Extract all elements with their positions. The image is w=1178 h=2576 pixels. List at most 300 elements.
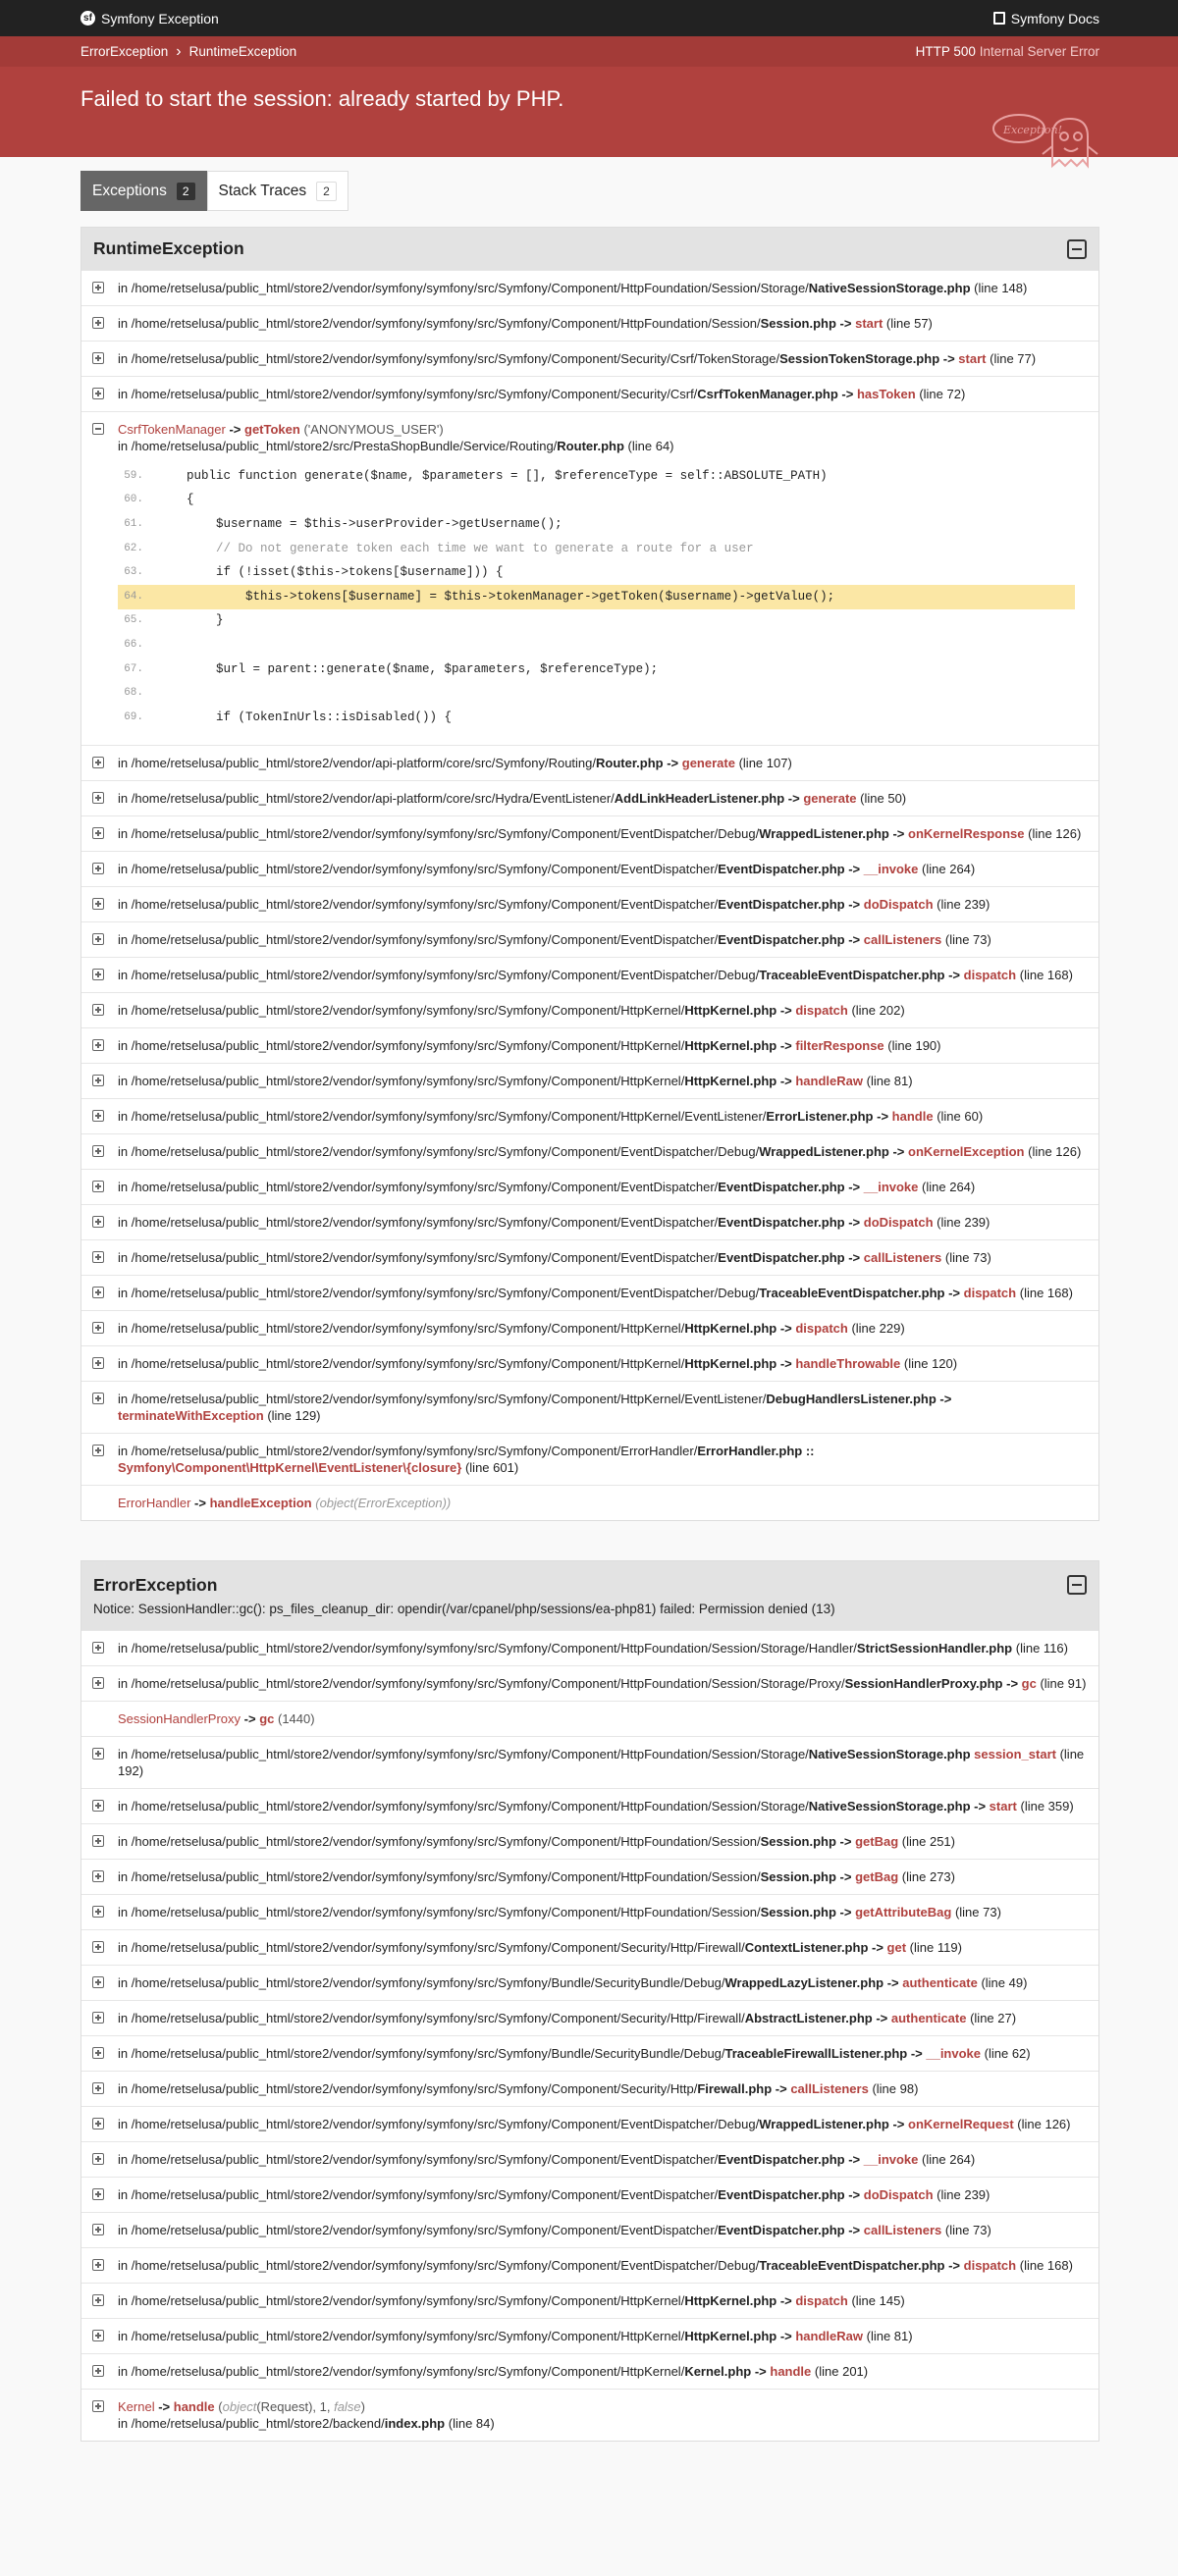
expand-icon[interactable] <box>92 1677 104 1689</box>
trace-path: in /home/retselusa/public_html/store2/vendor/symfony/symfony/src/Symfony/Component/EventDispatcher/ <box>118 2151 719 2167</box>
trace-line: (line 168) <box>1019 2257 1073 2273</box>
trace-file: NativeSessionStorage.php <box>808 1746 971 1761</box>
trace-line: (line 73) <box>944 931 991 947</box>
trace-function: onKernelResponse <box>908 825 1025 841</box>
trace-row-call: SessionHandlerProxy -> gc (1440) <box>81 1701 1098 1736</box>
expand-icon[interactable] <box>92 2188 104 2200</box>
expand-icon[interactable] <box>92 969 104 980</box>
trace-line: (line 264) <box>922 861 976 876</box>
trace-row-last: Kernel -> handle (object(Request), 1, false) in /home/retselusa/public_html/store2/backend/index.php (line 84) <box>81 2389 1098 2441</box>
trace-path: in /home/retselusa/public_html/store2/vendor/symfony/symfony/src/Symfony/Component/EventDispatcher/ <box>118 1249 719 1265</box>
expand-icon[interactable] <box>92 1941 104 1953</box>
trace-path: in /home/retselusa/public_html/store2/vendor/api-platform/core/src/Hydra/EventListener/ <box>118 790 615 806</box>
trace-line: (line 239) <box>937 1214 991 1230</box>
tab-exceptions[interactable] <box>80 171 207 211</box>
code-line-number: 69. <box>124 710 143 723</box>
code-line-text: } <box>157 613 224 628</box>
tab-count: 2 <box>177 183 195 200</box>
trace-path: in /home/retselusa/public_html/store2/vendor/symfony/symfony/src/Symfony/Component/HttpKernel/ <box>118 1037 685 1053</box>
trace-path: in /home/retselusa/public_html/store2/vendor/symfony/symfony/src/Symfony/Component/HttpFoundation/Session/Storage/ <box>118 1798 809 1814</box>
expand-icon[interactable] <box>92 933 104 945</box>
trace-line: (line 119) <box>909 1939 962 1955</box>
trace-row[interactable]: in /home/retselusa/public_html/store2/vendor/symfony/symfony/src/Symfony/Component/EventDispatcher/EventDispatcher.php -> callListeners (line 73) <box>81 1239 1098 1275</box>
trace-function: hasToken <box>856 387 916 401</box>
tab-label: Stack Traces <box>218 182 307 199</box>
trace-line: (line 73) <box>954 1904 1001 1919</box>
trace-function: handle <box>770 2363 812 2379</box>
code-line-number: 63. <box>124 566 143 579</box>
trace-row[interactable]: in /home/retselusa/public_html/store2/vendor/symfony/symfony/src/Symfony/Component/HttpFoundation/Session/Session.php -> getBag (line 251) <box>81 1823 1098 1859</box>
trace-path: in /home/retselusa/public_html/store2/vendor/symfony/symfony/src/Symfony/Component/HttpKernel/EventListener/ <box>118 1391 767 1406</box>
trace-row[interactable]: in /home/retselusa/public_html/store2/vendor/symfony/symfony/src/Symfony/Component/EventDispatcher/EventDispatcher.php -> __invoke (line 264) <box>81 1169 1098 1204</box>
expand-icon[interactable] <box>92 1835 104 1847</box>
trace-row[interactable]: in /home/retselusa/public_html/store2/vendor/symfony/symfony/src/Symfony/Component/HttpKernel/EventListener/DebugHandlersListener.php -> terminateWithException (line 129) <box>81 1381 1098 1433</box>
code-line <box>118 489 1075 513</box>
trace-line: (line 359) <box>1020 1798 1074 1814</box>
code-line-text: if (TokenInUrls::isDisabled()) { <box>157 710 453 724</box>
trace-function: callListeners <box>863 2222 942 2237</box>
trace-row[interactable]: in /home/retselusa/public_html/store2/vendor/symfony/symfony/src/Symfony/Component/HttpFoundation/Session/Session.php -> start (line 57) <box>81 305 1098 341</box>
expand-icon[interactable] <box>92 1216 104 1228</box>
trace-function: filterResponse <box>795 1037 884 1053</box>
trace-row[interactable]: in /home/retselusa/public_html/store2/vendor/symfony/symfony/src/Symfony/Component/HttpFoundation/Session/Session.php -> getBag (line 273) <box>81 1859 1098 1894</box>
trace-row[interactable]: in /home/retselusa/public_html/store2/vendor/symfony/symfony/src/Symfony/Component/EventDispatcher/EventDispatcher.php -> callListeners (line 73) <box>81 2212 1098 2247</box>
trace-file: Session.php <box>760 1904 836 1919</box>
code-line <box>118 609 1075 634</box>
expand-icon[interactable] <box>92 1181 104 1192</box>
trace-line: (line 201) <box>814 2363 869 2379</box>
exception-header <box>0 36 1178 157</box>
trace-row[interactable] <box>81 1630 1098 1665</box>
trace-path: in /home/retselusa/public_html/store2/vendor/symfony/symfony/src/Symfony/Component/EventDispatcher/ <box>118 861 719 876</box>
trace-row[interactable] <box>81 270 1098 305</box>
trace-path: in /home/retselusa/public_html/store2/vendor/symfony/symfony/src/Symfony/Bundle/SecurityBundle/Debug/ <box>118 1974 725 1990</box>
tab-count: 2 <box>316 182 337 201</box>
trace-function: __invoke <box>863 2151 919 2167</box>
trace-row[interactable]: in /home/retselusa/public_html/store2/vendor/symfony/symfony/src/Symfony/Component/ErrorHandler/ErrorHandler.php :: Symfony\Component\HttpKernel\EventListener\{closure} (line 601) <box>81 1433 1098 1485</box>
trace-line: (line 77) <box>990 351 1037 366</box>
trace-path: in /home/retselusa/public_html/store2/vendor/symfony/symfony/src/Symfony/Component/Security/Http/Firewall/ <box>118 2010 745 2025</box>
panel-title: RuntimeException <box>93 238 244 258</box>
expand-icon[interactable] <box>92 1870 104 1882</box>
trace-function: start <box>855 316 884 331</box>
expand-icon[interactable] <box>92 352 104 364</box>
exception-message: Notice: SessionHandler::gc(): ps_files_cleanup_dir: opendir(/var/cpanel/php/sessions/ea-php81) failed: Permission denied (13) <box>93 1601 835 1616</box>
trace-line: (line 202) <box>851 1002 905 1018</box>
expand-icon[interactable] <box>92 2224 104 2235</box>
expand-icon[interactable] <box>92 2259 104 2271</box>
trace-row[interactable]: in /home/retselusa/public_html/store2/vendor/api-platform/core/src/Symfony/Routing/Router.php -> generate (line 107) <box>81 745 1098 780</box>
trace-function: terminateWithException <box>118 1407 264 1423</box>
collapse-icon[interactable] <box>92 423 104 435</box>
trace-function: start <box>958 351 987 366</box>
trace-file: SessionTokenStorage.php <box>779 351 940 366</box>
trace-line: (line 50) <box>860 790 907 806</box>
breadcrumb-item-error[interactable]: ErrorException <box>80 44 169 59</box>
trace-line: (line 81) <box>866 1073 913 1088</box>
trace-file: WrappedListener.php <box>759 825 889 841</box>
trace-path: in /home/retselusa/public_html/store2/vendor/symfony/symfony/src/Symfony/Component/HttpFoundation/Session/ <box>118 1904 761 1919</box>
trace-line: (line 98) <box>872 2080 919 2096</box>
trace-file: NativeSessionStorage.php <box>808 1798 971 1814</box>
trace-path: in /home/retselusa/public_html/store2/vendor/symfony/symfony/src/Symfony/Component/EventDispatcher/Debug/ <box>118 2257 760 2273</box>
trace-function: onKernelRequest <box>908 2116 1014 2131</box>
trace-file: DebugHandlersListener.php <box>766 1391 937 1406</box>
trace-row[interactable]: in /home/retselusa/public_html/store2/vendor/symfony/symfony/src/Symfony/Component/HttpKernel/HttpKernel.php -> dispatch (line 229) <box>81 1310 1098 1345</box>
trace-function: onKernelException <box>908 1143 1025 1159</box>
trace-function: doDispatch <box>863 1214 934 1230</box>
trace-row[interactable]: in /home/retselusa/public_html/store2/vendor/symfony/symfony/src/Symfony/Component/HttpFoundation/Session/Session.php -> getAttributeBag (line 73) <box>81 1894 1098 1929</box>
trace-file: Session.php <box>760 1868 836 1884</box>
trace-file: HttpKernel.php <box>684 1002 777 1018</box>
expand-icon[interactable] <box>92 282 104 293</box>
trace-file: Session.php <box>760 1833 836 1849</box>
expand-icon[interactable] <box>92 1110 104 1122</box>
trace-file: EventDispatcher.php <box>718 2222 845 2237</box>
trace-path: in /home/retselusa/public_html/store2/vendor/symfony/symfony/src/Symfony/Component/Security/Csrf/ <box>118 387 698 401</box>
trace-file: AddLinkHeaderListener.php <box>614 790 785 806</box>
trace-row[interactable]: in /home/retselusa/public_html/store2/vendor/symfony/symfony/src/Symfony/Component/HttpFoundation/Session/Storage/Proxy/SessionHandlerProxy.php -> gc (line 91) <box>81 1665 1098 1701</box>
trace-path: in /home/retselusa/public_html/store2/vendor/symfony/symfony/src/Symfony/Component/EventDispatcher/ <box>118 896 719 912</box>
tab-stack-traces[interactable] <box>207 171 348 211</box>
trace-line: (line 168) <box>1019 1285 1073 1300</box>
trace-function: callListeners <box>863 1249 942 1265</box>
trace-row[interactable]: in /home/retselusa/public_html/store2/vendor/symfony/symfony/src/Symfony/Component/EventDispatcher/EventDispatcher.php -> doDispatch (line 239) <box>81 2177 1098 2212</box>
trace-row[interactable]: in /home/retselusa/public_html/store2/vendor/symfony/symfony/src/Symfony/Bundle/SecurityBundle/Debug/WrappedLazyListener.php -> authenticate (line 49) <box>81 1965 1098 2000</box>
trace-file: AbstractListener.php <box>744 2010 873 2025</box>
code-line <box>118 657 1075 682</box>
top-bar <box>0 0 1178 36</box>
trace-function: getAttributeBag <box>855 1904 952 1919</box>
trace-function: gc <box>259 1710 275 1726</box>
expand-icon[interactable] <box>92 1976 104 1988</box>
trace-args-c: false <box>334 2398 361 2414</box>
trace-file: SessionHandlerProxy.php <box>844 1675 1003 1691</box>
trace-path: in /home/retselusa/public_html/store2/vendor/symfony/symfony/src/Symfony/Component/HttpKernel/ <box>118 2363 685 2379</box>
trace-path: in /home/retselusa/public_html/store2/backend/ <box>118 2415 385 2431</box>
trace-row[interactable]: in /home/retselusa/public_html/store2/vendor/symfony/symfony/src/Symfony/Component/EventDispatcher/Debug/TraceableEventDispatcher.php -> dispatch (line 168) <box>81 1275 1098 1310</box>
trace-row[interactable]: in /home/retselusa/public_html/store2/vendor/symfony/symfony/src/Symfony/Component/Security/Http/Firewall/AbstractListener.php -> authenticate (line 27) <box>81 2000 1098 2035</box>
breadcrumb-item-runtime[interactable]: RuntimeException <box>188 44 297 59</box>
expand-icon[interactable] <box>92 1075 104 1086</box>
trace-file: EventDispatcher.php <box>718 2186 845 2202</box>
code-line-number: 67. <box>124 662 143 675</box>
expand-icon[interactable] <box>92 2012 104 2024</box>
code-line-number: 68. <box>124 687 143 700</box>
trace-path: in /home/retselusa/public_html/store2/vendor/symfony/symfony/src/Symfony/Component/HttpKernel/ <box>118 2292 685 2308</box>
trace-line: (line 57) <box>885 316 933 331</box>
runtime-exception-panel <box>80 227 1099 1521</box>
trace-path: in /home/retselusa/public_html/store2/vendor/symfony/symfony/src/Symfony/Component/EventDispatcher/ <box>118 2222 719 2237</box>
trace-class: Kernel <box>118 2398 155 2414</box>
trace-file: Router.php <box>557 439 624 453</box>
trace-args-b: (Request), 1, <box>256 2398 335 2414</box>
code-line-text: if (!isset($this->tokens[$username])) { <box>157 565 504 580</box>
trace-row[interactable]: in /home/retselusa/public_html/store2/vendor/symfony/symfony/src/Symfony/Component/Security/Csrf/TokenStorage/SessionTokenStorage.php -> start (line 77) <box>81 341 1098 376</box>
trace-file: EventDispatcher.php <box>718 1249 845 1265</box>
expand-icon[interactable] <box>92 1287 104 1298</box>
http-status-text: Internal Server Error <box>979 44 1099 59</box>
trace-file: TraceableFirewallListener.php <box>724 2045 908 2061</box>
trace-row-expanded: CsrfTokenManager -> getToken ('ANONYMOUS_USER') in /home/retselusa/public_html/store2/src/PrestaShopBundle/Service/Routing/Router.php (line 64) 59. public function generate($name, $parameters = [], $referenceType = self::ABSOLUTE_PATH) 60. { 61. $username = $this->userProvider->getUsername(); 62. // Do not generate token each time we want to generate a route for a user 63. if (!isset($this->tokens[$username])) { 64. $this->tokens[$username] = $this->tokenManager->getToken($username)->getValue(); 65. } 66. 67. $url = parent::generate($name, $parameters, $referenceType); 68. 69. if (TokenInUrls::isDisabled()) { <box>81 411 1098 745</box>
trace-file: Firewall.php <box>697 2080 773 2096</box>
code-line-text: public function generate($name, $parameters = [], $referenceType = self::ABSOLUTE_PATH) <box>157 468 828 483</box>
trace-line: (line 126) <box>1017 2116 1071 2131</box>
trace-line: (line 49) <box>981 1974 1028 1990</box>
http-status <box>916 44 1099 59</box>
chevron-right-icon: › <box>176 42 182 60</box>
expand-icon[interactable] <box>92 388 104 399</box>
code-line <box>118 537 1075 561</box>
trace-row[interactable] <box>81 1736 1098 1788</box>
trace-function: getBag <box>855 1833 899 1849</box>
trace-row[interactable]: in /home/retselusa/public_html/store2/vendor/symfony/symfony/src/Symfony/Component/HttpKernel/EventListener/ErrorListener.php -> handle (line 60) <box>81 1098 1098 1133</box>
trace-function: generate <box>803 790 857 806</box>
docs-label: Symfony Docs <box>1010 10 1099 26</box>
trace-line: (line 120) <box>903 1355 958 1371</box>
trace-function: Symfony\Component\HttpKernel\EventListener\{closure} <box>118 1459 462 1475</box>
expand-icon[interactable] <box>92 2294 104 2306</box>
expand-icon[interactable] <box>92 1642 104 1654</box>
trace-args-d: ) <box>360 2398 365 2414</box>
trace-row[interactable]: in /home/retselusa/public_html/store2/vendor/api-platform/core/src/Hydra/EventListener/AddLinkHeaderListener.php -> generate (line 50) <box>81 780 1098 815</box>
trace-line: (line 107) <box>738 755 792 770</box>
docs-link[interactable] <box>993 11 1099 26</box>
collapse-toggle-icon[interactable] <box>1067 1575 1087 1595</box>
trace-function: session_start <box>974 1746 1056 1761</box>
trace-row[interactable]: in /home/retselusa/public_html/store2/vendor/symfony/symfony/src/Symfony/Component/EventDispatcher/EventDispatcher.php -> __invoke (line 264) <box>81 851 1098 886</box>
trace-file: HttpKernel.php <box>684 1355 777 1371</box>
trace-row[interactable]: in /home/retselusa/public_html/store2/vendor/symfony/symfony/src/Symfony/Component/HttpKernel/Kernel.php -> handle (line 201) <box>81 2353 1098 2389</box>
code-line-text: $url = parent::generate($name, $parameters, $referenceType); <box>157 661 659 676</box>
trace-line: (line 73) <box>944 2222 991 2237</box>
code-line-text: $username = $this->userProvider->getUsername(); <box>157 516 562 531</box>
expand-icon[interactable] <box>92 2082 104 2094</box>
trace-file: HttpKernel.php <box>684 1320 777 1336</box>
trace-function: authenticate <box>890 2010 967 2025</box>
trace-path: in /home/retselusa/public_html/store2/vendor/symfony/symfony/src/Symfony/Component/HttpFoundation/Session/Storage/Proxy/ <box>118 1675 845 1691</box>
trace-row[interactable]: in /home/retselusa/public_html/store2/vendor/symfony/symfony/src/Symfony/Component/EventDispatcher/Debug/WrappedListener.php -> onKernelResponse (line 126) <box>81 815 1098 851</box>
trace-path: in /home/retselusa/public_html/store2/vendor/symfony/symfony/src/Symfony/Component/HttpKernel/ <box>118 2328 685 2343</box>
expand-icon[interactable] <box>92 1800 104 1812</box>
code-line <box>118 464 1075 489</box>
expand-icon[interactable] <box>92 2330 104 2341</box>
trace-row[interactable]: in /home/retselusa/public_html/store2/vendor/symfony/symfony/src/Symfony/Component/EventDispatcher/EventDispatcher.php -> doDispatch (line 239) <box>81 1204 1098 1239</box>
expand-icon[interactable] <box>92 1322 104 1334</box>
expand-icon[interactable] <box>92 898 104 910</box>
expand-icon[interactable] <box>92 1393 104 1404</box>
trace-row[interactable]: in /home/retselusa/public_html/store2/vendor/symfony/symfony/src/Symfony/Component/EventDispatcher/Debug/WrappedListener.php -> onKernelRequest (line 126) <box>81 2106 1098 2141</box>
trace-function: dispatch <box>963 967 1017 982</box>
trace-path: in /home/retselusa/public_html/store2/vendor/symfony/symfony/src/Symfony/Component/HttpKernel/ <box>118 1355 685 1371</box>
code-line-number: 59. <box>124 469 143 482</box>
trace-file: EventDispatcher.php <box>718 861 845 876</box>
trace-file: Router.php <box>596 755 664 770</box>
trace-row[interactable]: in /home/retselusa/public_html/store2/vendor/symfony/symfony/src/Symfony/Component/HttpKernel/HttpKernel.php -> handleRaw (line 81) <box>81 1063 1098 1098</box>
code-line-text: // Do not generate token each time we want to generate a route for a user <box>157 541 754 555</box>
trace-function: callListeners <box>790 2080 869 2096</box>
code-line <box>118 633 1075 657</box>
trace-row[interactable]: in /home/retselusa/public_html/store2/vendor/symfony/symfony/src/Symfony/Component/HttpKernel/HttpKernel.php -> handleRaw (line 81) <box>81 2318 1098 2353</box>
expand-icon[interactable] <box>92 827 104 839</box>
trace-line: (line 251) <box>901 1833 955 1849</box>
expand-icon[interactable] <box>92 1004 104 1016</box>
trace-file: WrappedLazyListener.php <box>724 1974 884 1990</box>
trace-line: (line 64) <box>627 439 674 453</box>
trace-line: (line 60) <box>937 1108 984 1124</box>
trace-path: in /home/retselusa/public_html/store2/vendor/symfony/symfony/src/Symfony/Component/HttpFoundation/Session/ <box>118 1868 761 1884</box>
trace-function: dispatch <box>795 2292 848 2308</box>
trace-row[interactable]: in /home/retselusa/public_html/store2/vendor/symfony/symfony/src/Symfony/Component/EventDispatcher/EventDispatcher.php -> doDispatch (line 239) <box>81 886 1098 921</box>
expand-icon[interactable] <box>92 1906 104 1918</box>
trace-file: HttpKernel.php <box>684 1037 777 1053</box>
trace-path: in /home/retselusa/public_html/store2/vendor/symfony/symfony/src/Symfony/Component/HttpKernel/ <box>118 1002 685 1018</box>
trace-file: ErrorHandler.php <box>697 1443 803 1458</box>
trace-path: in /home/retselusa/public_html/store2/vendor/symfony/symfony/src/Symfony/Component/EventDispatcher/Debug/ <box>118 2116 760 2131</box>
trace-row[interactable]: in /home/retselusa/public_html/store2/vendor/symfony/symfony/src/Symfony/Component/EventDispatcher/Debug/TraceableEventDispatcher.php -> dispatch (line 168) <box>81 2247 1098 2283</box>
trace-class: SessionHandlerProxy <box>118 1710 241 1726</box>
code-line <box>118 706 1075 730</box>
trace-row-last: ErrorHandler -> handleException (object(ErrorException)) <box>81 1485 1098 1520</box>
expand-icon[interactable] <box>92 1748 104 1760</box>
trace-function: dispatch <box>795 1320 848 1336</box>
expand-icon[interactable] <box>92 2153 104 2165</box>
trace-function: getBag <box>855 1868 899 1884</box>
trace-path: in /home/retselusa/public_html/store2/vendor/symfony/symfony/src/Symfony/Bundle/SecurityBundle/Debug/ <box>118 2045 725 2061</box>
trace-row[interactable]: in /home/retselusa/public_html/store2/vendor/symfony/symfony/src/Symfony/Component/HttpFoundation/Session/Storage/NativeSessionStorage.php -> start (line 359) <box>81 1788 1098 1823</box>
expand-icon[interactable] <box>92 317 104 329</box>
trace-args: (1440) <box>277 1710 315 1726</box>
book-icon <box>993 12 1005 25</box>
trace-line: (line 72) <box>919 387 966 401</box>
expand-icon[interactable] <box>92 1039 104 1051</box>
trace-function: handleRaw <box>795 1073 863 1088</box>
trace-path: in /home/retselusa/public_html/store2/vendor/symfony/symfony/src/Symfony/Component/EventDispatcher/Debug/ <box>118 1143 760 1159</box>
code-line-number: 61. <box>124 517 143 530</box>
trace-file: TraceableEventDispatcher.php <box>759 967 945 982</box>
brand[interactable] <box>80 11 219 26</box>
trace-file: Session.php <box>760 316 836 331</box>
trace-function: dispatch <box>795 1002 848 1018</box>
trace-line: (line 273) <box>901 1868 955 1884</box>
trace-file: index.php <box>384 2415 446 2431</box>
expand-icon[interactable] <box>92 1445 104 1456</box>
expand-icon[interactable] <box>92 2400 104 2412</box>
expand-icon[interactable] <box>92 2047 104 2059</box>
trace-path: in /home/retselusa/public_html/store2/vendor/symfony/symfony/src/Symfony/Component/EventDispatcher/Debug/ <box>118 825 760 841</box>
expand-icon[interactable] <box>92 863 104 874</box>
trace-line: (line 126) <box>1028 825 1082 841</box>
trace-file: TraceableEventDispatcher.php <box>759 1285 945 1300</box>
trace-file: EventDispatcher.php <box>718 1214 845 1230</box>
trace-path: in /home/retselusa/public_html/store2/vendor/symfony/symfony/src/Symfony/Component/HttpKernel/ <box>118 1073 685 1088</box>
trace-row[interactable]: in /home/retselusa/public_html/store2/vendor/symfony/symfony/src/Symfony/Component/Security/Http/Firewall.php -> callListeners (line 98) <box>81 2071 1098 2106</box>
trace-row[interactable]: in /home/retselusa/public_html/store2/vendor/symfony/symfony/src/Symfony/Bundle/SecurityBundle/Debug/TraceableFirewallListener.php -> __invoke (line 62) <box>81 2035 1098 2071</box>
expand-icon[interactable] <box>92 2365 104 2377</box>
code-line-number: 66. <box>124 638 143 651</box>
trace-function: getToken <box>244 422 300 437</box>
trace-path: in /home/retselusa/public_html/store2/vendor/symfony/symfony/src/Symfony/Component/ErrorHandler/ <box>118 1443 698 1458</box>
expand-icon[interactable] <box>92 1357 104 1369</box>
breadcrumb <box>0 36 1178 67</box>
trace-row[interactable]: in /home/retselusa/public_html/store2/vendor/symfony/symfony/src/Symfony/Component/Security/Http/Firewall/ContextListener.php -> get (line 119) <box>81 1929 1098 1965</box>
trace-line: (line 91) <box>1040 1675 1087 1691</box>
trace-function: get <box>886 1939 907 1955</box>
trace-row[interactable]: in /home/retselusa/public_html/store2/vendor/symfony/symfony/src/Symfony/Component/EventDispatcher/EventDispatcher.php -> __invoke (line 264) <box>81 2141 1098 2177</box>
trace-file: EventDispatcher.php <box>718 2151 845 2167</box>
trace-line: (line 145) <box>851 2292 905 2308</box>
trace-row[interactable]: in /home/retselusa/public_html/store2/vendor/symfony/symfony/src/Symfony/Component/EventDispatcher/EventDispatcher.php -> callListeners (line 73) <box>81 921 1098 957</box>
trace-row[interactable]: in /home/retselusa/public_html/store2/vendor/symfony/symfony/src/Symfony/Component/Security/Csrf/CsrfTokenManager.php -> hasToken (line 72) <box>81 376 1098 411</box>
trace-path: in /home/retselusa/public_html/store2/vendor/symfony/symfony/src/Symfony/Component/Security/Http/Firewall/ <box>118 1939 745 1955</box>
trace-row[interactable]: in /home/retselusa/public_html/store2/vendor/symfony/symfony/src/Symfony/Component/HttpKernel/HttpKernel.php -> dispatch (line 145) <box>81 2283 1098 2318</box>
code-snippet <box>118 464 1075 730</box>
trace-line: (line 190) <box>887 1037 941 1053</box>
trace-file: NativeSessionStorage.php <box>808 281 971 295</box>
trace-path: in /home/retselusa/public_html/store2/vendor/symfony/symfony/src/Symfony/Component/EventDispatcher/ <box>118 1179 719 1194</box>
trace-line: (line 239) <box>937 2186 991 2202</box>
code-line-number: 65. <box>124 614 143 627</box>
ghost-label: Exception! <box>1003 124 1063 136</box>
trace-line: (line 62) <box>984 2045 1031 2061</box>
expand-icon[interactable] <box>92 1145 104 1157</box>
trace-row[interactable]: in /home/retselusa/public_html/store2/vendor/symfony/symfony/src/Symfony/Component/EventDispatcher/Debug/WrappedListener.php -> onKernelException (line 126) <box>81 1133 1098 1169</box>
brand-label: Symfony Exception <box>101 10 219 26</box>
trace-file: WrappedListener.php <box>759 2116 889 2131</box>
trace-path: in /home/retselusa/public_html/store2/vendor/symfony/symfony/src/Symfony/Component/Security/Http/ <box>118 2080 698 2096</box>
trace-function: __invoke <box>863 861 919 876</box>
trace-file: EventDispatcher.php <box>718 896 845 912</box>
code-line <box>118 560 1075 585</box>
trace-function: handleRaw <box>795 2328 863 2343</box>
trace-row[interactable]: in /home/retselusa/public_html/store2/vendor/symfony/symfony/src/Symfony/Component/HttpKernel/HttpKernel.php -> dispatch (line 202) <box>81 992 1098 1027</box>
trace-path: in /home/retselusa/public_html/store2/vendor/symfony/symfony/src/Symfony/Component/EventDispatcher/Debug/ <box>118 967 760 982</box>
trace-row[interactable]: in /home/retselusa/public_html/store2/vendor/symfony/symfony/src/Symfony/Component/EventDispatcher/Debug/TraceableEventDispatcher.php -> dispatch (line 168) <box>81 957 1098 992</box>
trace-path: in /home/retselusa/public_html/store2/vendor/symfony/symfony/src/Symfony/Component/HttpFoundation/Session/ <box>118 316 761 331</box>
trace-line: (line 264) <box>922 2151 976 2167</box>
trace-line: (line 239) <box>937 896 991 912</box>
expand-icon[interactable] <box>92 757 104 768</box>
trace-function: callListeners <box>863 931 942 947</box>
code-line <box>118 585 1075 609</box>
trace-file: ContextListener.php <box>744 1939 869 1955</box>
trace-function: doDispatch <box>863 2186 934 2202</box>
trace-function: dispatch <box>963 2257 1017 2273</box>
trace-function: handle <box>891 1108 934 1124</box>
trace-function: handle <box>173 2398 215 2414</box>
trace-function: gc <box>1021 1675 1037 1691</box>
panel-title: ErrorException <box>93 1574 218 1595</box>
trace-file: HttpKernel.php <box>684 2292 777 2308</box>
trace-function: start <box>989 1798 1017 1814</box>
trace-path: in /home/retselusa/public_html/store2/vendor/symfony/symfony/src/Symfony/Component/HttpFoundation/Session/Storage/Handler/ <box>118 1640 857 1656</box>
trace-path: in /home/retselusa/public_html/store2/vendor/symfony/symfony/src/Symfony/Component/EventDispatcher/Debug/ <box>118 1285 760 1300</box>
expand-icon[interactable] <box>92 1251 104 1263</box>
ghost-illustration-icon <box>990 107 1099 178</box>
trace-path: in /home/retselusa/public_html/store2/vendor/symfony/symfony/src/Symfony/Component/HttpFoundation/Session/Storage/ <box>118 281 809 295</box>
trace-row[interactable]: in /home/retselusa/public_html/store2/vendor/symfony/symfony/src/Symfony/Component/HttpKernel/HttpKernel.php -> handleThrowable (line 120) <box>81 1345 1098 1381</box>
trace-function: generate <box>681 755 735 770</box>
trace-class: CsrfTokenManager <box>118 422 226 437</box>
collapse-toggle-icon[interactable] <box>1067 239 1087 259</box>
trace-args-a: object <box>222 2398 257 2414</box>
trace-row[interactable]: in /home/retselusa/public_html/store2/vendor/symfony/symfony/src/Symfony/Component/HttpKernel/HttpKernel.php -> filterResponse (line 190) <box>81 1027 1098 1063</box>
trace-file: Kernel.php <box>684 2363 752 2379</box>
expand-icon[interactable] <box>92 2118 104 2129</box>
expand-icon[interactable] <box>92 792 104 804</box>
trace-args: ('ANONYMOUS_USER') <box>303 422 444 437</box>
trace-function: dispatch <box>963 1285 1017 1300</box>
